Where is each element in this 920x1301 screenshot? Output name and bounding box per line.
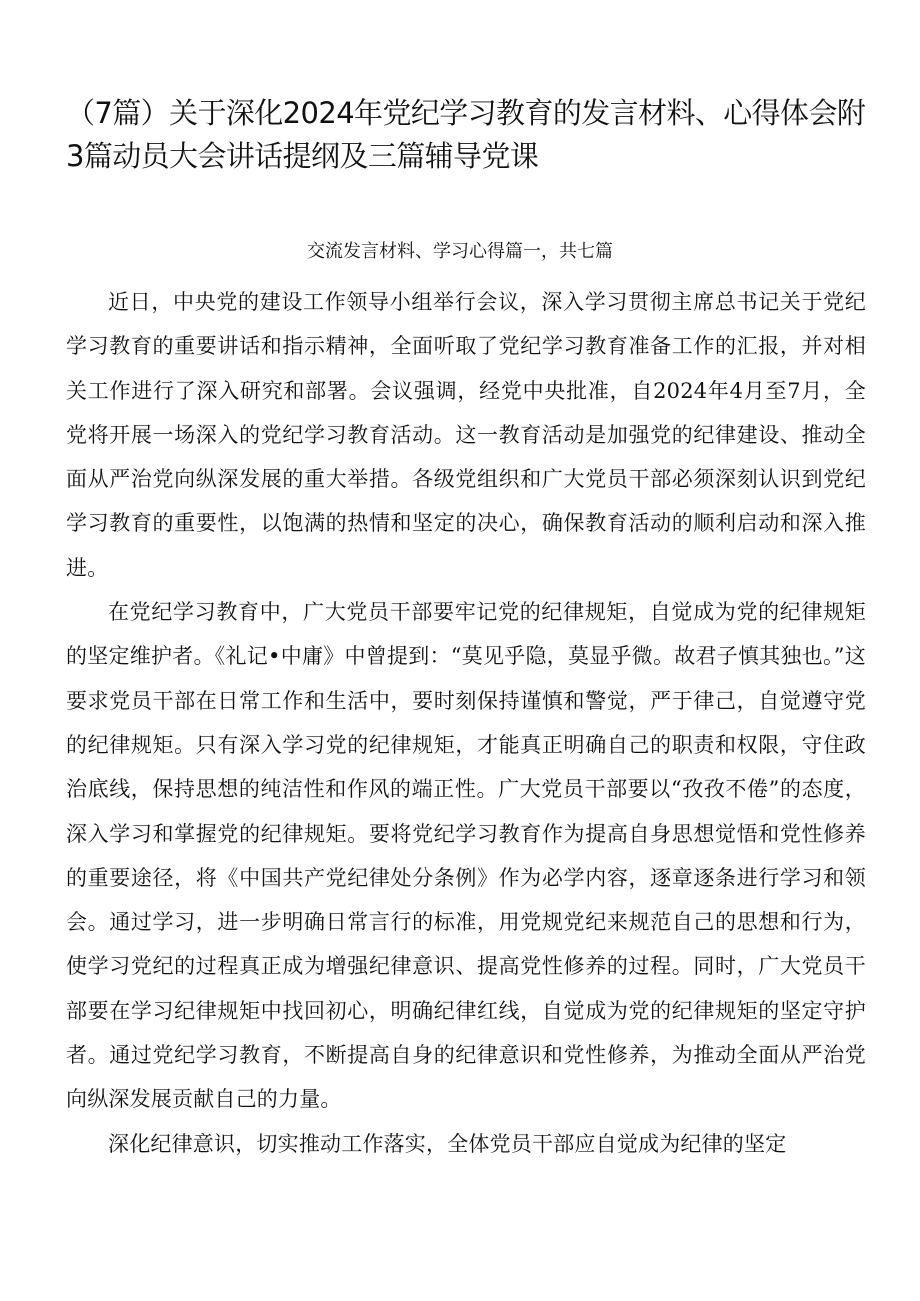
document-title: （7篇）关于深化2024年党纪学习教育的发言材料、心得体会附3篇动员大会讲话提纲及三篇辅导党课 xyxy=(66,96,866,173)
paragraph-2: 在党纪学习教育中，广大党员干部要牢记党的纪律规矩，自觉成为党的纪律规矩的坚定维护者。《礼记•中庸》中曾提到：“莫见乎隐，莫显乎微。故君子慎其独也。”这要求党员干部在日常工作和生活中，要时刻保持谨慎和警觉，严于律己，自觉遵守党的纪律规矩。只有深入学习党的纪律规矩，才能真正明确自己的职责和权限，守住政治底线，保持思想的纯洁性和作风的端正性。广大党员干部要以“孜孜不倦”的态度，深入学习和掌握党的纪律规矩。要将党纪学习教育作为提高自身思想觉悟和党性修养的重要途径，将《中国共产党纪律处分条例》作为必学内容，逐章逐条进行学习和领会。通过学习，进一步明确日常言行的标准，用党规党纪来规范自己的思想和行为，使学习党纪的过程真正成为增强纪律意识、提高党性修养的过程。同时，广大党员干部要在学习纪律规矩中找回初心，明确纪律红线，自觉成为党的纪律规矩的坚定守护者。通过党纪学习教育，不断提高自身的纪律意识和党性修养，为推动全面从严治党向纵深发展贡献自己的力量。 xyxy=(66,600,866,1112)
document-body xyxy=(66,280,866,1166)
section-subtitle: 交流发言材料、学习心得篇一，共七篇 xyxy=(307,241,613,262)
paragraph-3: 深化纪律意识，切实推动工作落实，全体党员干部应自觉成为纪律的坚定 xyxy=(108,1131,787,1156)
paragraph-1: 近日，中央党的建设工作领导小组举行会议，深入学习贯彻主席总书记关于党纪学习教育的重要讲话和指示精神，全面听取了党纪学习教育准备工作的汇报，并对相关工作进行了深入研究和部署。会议强调，经党中央批准，自2024年4月至7月，全党将开展一场深入的党纪学习教育活动。这一教育活动是加强党的纪律建设、推动全面从严治党向纵深发展的重大举措。各级党组织和广大党员干部必须深刻认识到党纪学习教育的重要性，以饱满的热情和坚定的决心，确保教育活动的顺利启动和深入推进。 xyxy=(66,290,866,580)
